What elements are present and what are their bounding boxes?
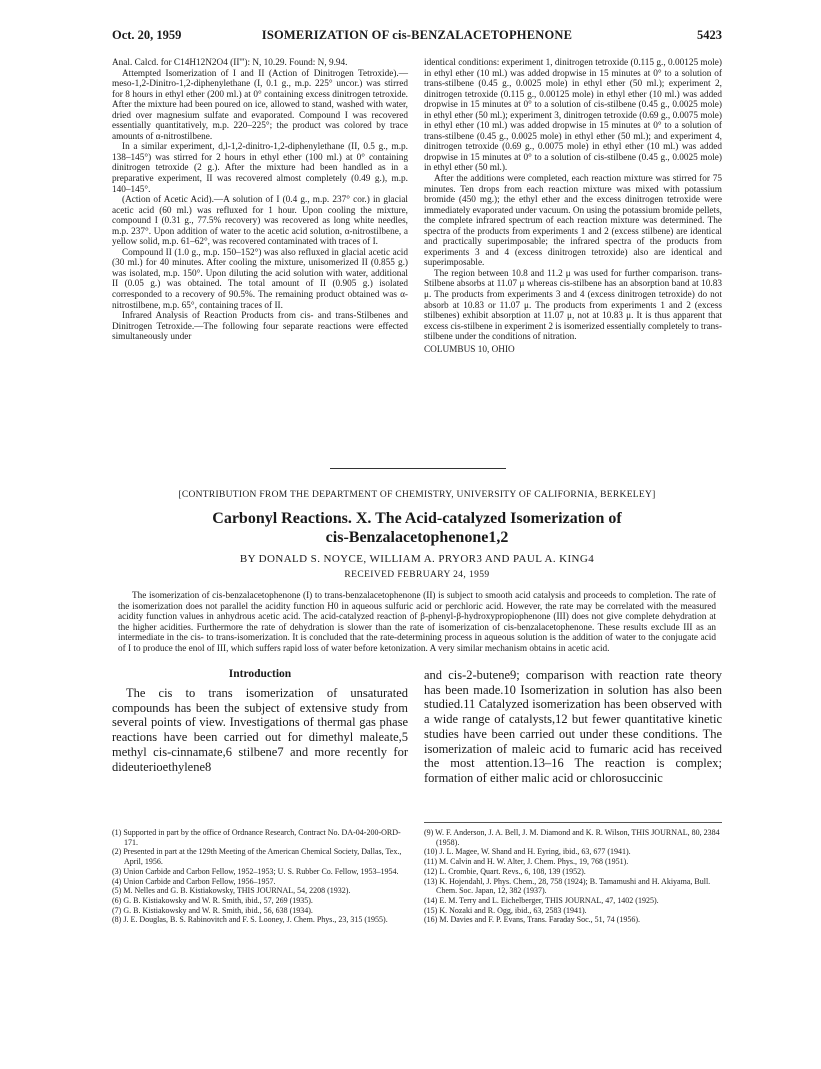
body-paragraph: In a similar experiment, d,l-1,2-dinitro-1,2-diphenylethane (II, 0.5 g., m.p. 138–145°) was stirred for 2 hours in ethyl ether (100 ml.) at 0° containing dinitrogen tetroxide (2 g.). After the mixture had been handled as in a preparative experiment, II was recovered almost completely (0.49 g.), m.p. 140–145°. (112, 142, 408, 195)
body-paragraph: After the additions were completed, each reaction mixture was stirred for 75 minutes. Ten drops from each reaction mixture was mixed with potassium bromide (450 mg.); the ethyl ether and the excess dinitrogen tetroxide were immediately evaporated under vacuum. On using the potassium bromide pellets, the complete infrared spectrum of each reaction mixture was determined. The spectra of the products from experiments 1 and 2 (excess stilbene) are identical and practically superimposable; the infrared spectra of the products from experiments 3 and 4 (excess dinitrogen tetroxide) also are identical and superimposable. (424, 174, 722, 269)
footnote: (1) Supported in part by the office of Ordnance Research, Contract No. DA-04-200-ORD-171. (112, 828, 401, 847)
header-running-title: ISOMERIZATION OF cis-BENZALACETOPHENONE (261, 28, 573, 42)
article-abstract: The isomerization of cis-benzalacetophenone (I) to trans-benzalacetophenone (II) is subject to smooth acid catalysis and proceeds to completion. The rate of the isomerization does not parallel the acidity function H0 in aqueous sulfuric acid or perchloric acid. However, the rate may be correlated with the measured acidity function values in anhydrous acetic acid. The acid-catalyzed reaction of β-phenyl-β-hydroxypropiophenone (III) does not give complete dehydration at the higher acidities. Furthermore the rate of dehydration is slower than the rate of isomerization of cis-benzalacetophenone. These results exclude III as an intermediate in the cis- to trans-isomerization. It is concluded that the rate-determining process in aqueous solution is the addition of water to the conjugate acid of I to produce the enol of III, which suffers rapid loss of water before ketonization. A very similar mechanism obtains in acetic acid. (118, 591, 716, 654)
article-title (112, 509, 722, 547)
footnote: (6) G. B. Kistiakowsky and W. R. Smith, ibid., 57, 269 (1935). (112, 895, 313, 905)
footnote: (10) J. L. Magee, W. Shand and H. Eyring, ibid., 63, 677 (1941). (424, 847, 631, 857)
introduction-left-text: The cis to trans isomerization of unsaturated compounds has been the subject of extensive study from several points of view. Investigations of thermal gas phase reactions have been carried out for dimethyl maleate,5 methyl cis-cinnamate,6 stilbene7 and more recently for dideuterioethylene8 (112, 686, 408, 774)
footnote: (2) Presented in part at the 129th Meeting of the American Chemical Society, Dallas, Tex., April, 1956. (112, 847, 402, 867)
analysis-paragraph: Anal. Calcd. for C14H12N2O4 (II'''): N, 10.29. Found: N, 9.94. (112, 58, 348, 68)
header-page-number: 5423 (697, 28, 722, 42)
body-paragraph: Compound II (1.0 g., m.p. 150–152°) was also refluxed in glacial acetic acid (30 ml.) for 40 minutes. After cooling the mixture, unisomerized II (0.855 g.) was isolated, m.p. 150°. Upon diluting the acid solution with water, additional II (0.05 g.) was obtained. The total amount of II (0.905 g.) isolated corresponded to a recovery of 90.5%. The remaining product obtained was α-nitrostilbene, m.p. 65°, containing traces of II. (112, 247, 408, 311)
footnote: (8) J. E. Douglas, B. S. Rabinovitch and F. S. Looney, J. Chem. Phys., 23, 315 (1955). (112, 915, 388, 925)
footnote: (12) L. Crombie, Quart. Revs., 6, 108, 139 (1952). (424, 866, 586, 876)
previous-article-left-column (112, 58, 408, 343)
footnote: (13) K. Hojendahl, J. Phys. Chem., 28, 758 (1924); B. Tamamushi and H. Akiyama, Bull. Chem. Soc. Japan, 12, 382 (1937). (424, 876, 711, 896)
signoff-location: COLUMBUS 10, OHIO (424, 344, 515, 355)
article-authors: BY DONALD S. NOYCE, WILLIAM A. PRYOR3 AND PAUL A. KING4 (239, 553, 595, 565)
article-separator-rule (330, 468, 506, 469)
footnote-rule (424, 822, 722, 823)
footnote: (9) W. F. Anderson, J. A. Bell, J. M. Diamond and K. R. Wilson, THIS JOURNAL, 80, 2384 (1958). (424, 828, 720, 847)
body-paragraph: Attempted Isomerization of I and II (Action of Dinitrogen Tetroxide).—meso-1,2-Dinitro-1,2-diphenylethane (I, 0.1 g., m.p. 225° uncor.) was stirred for 8 hours in ethyl ether (200 ml.) at 0° containing excess dinitrogen tetroxide. After the mixture had been poured on ice, allowed to stand, washed with water, dried over magnesium sulfate and evaporated. Compound I was recovered essentially quantitatively, m.p. 220–225°; the product was colored by trace amounts of α-nitrostilbene. (112, 68, 408, 142)
footnotes-left (112, 828, 408, 925)
introduction-right-text: and cis-2-butene9; comparison with reaction rate theory has been made.10 Isomerization in solution has also been studied.11 Catalyzed isomerization has been observed with a wide range of catalysts,12 but fewer quantitative kinetic studies have been carried out under these conditions. The isomerization of maleic acid to fumaric acid has received the most attention.13–16 The reaction is complex; formation of either malic acid or chlorosuccinic (424, 668, 722, 785)
running-header (112, 28, 722, 44)
footnote: (14) E. M. Terry and L. Eichelberger, THIS JOURNAL, 47, 1402 (1925). (424, 895, 659, 905)
received-date: RECEIVED FEBRUARY 24, 1959 (344, 570, 490, 580)
footnote: (5) M. Nelles and G. B. Kistiakowsky, THIS JOURNAL, 54, 2208 (1932). (112, 886, 351, 896)
header-date: Oct. 20, 1959 (112, 28, 182, 42)
footnote: (16) M. Davies and F. P. Evans, Trans. Faraday Soc., 51, 74 (1956). (424, 915, 641, 925)
body-paragraph: (Action of Acetic Acid).—A solution of I (0.4 g., m.p. 237° cor.) in glacial acetic acid (60 ml.) was refluxed for 1 hour. Upon cooling the mixture, compound I (0.31 g., 77.5% recovery) was recovered as long white needles, m.p. 237°. Upon addition of water to the acetic acid solution, α-nitrostilbene, a yellow solid, m.p. 61–62°, was recovered contaminated with traces of I. (112, 195, 408, 248)
footnote: (4) Union Carbide and Carbon Fellow, 1956–1957. (112, 876, 276, 886)
previous-article-right-column (424, 58, 722, 355)
footnote: (11) M. Calvin and H. W. Alter, J. Chem. Phys., 19, 768 (1951). (424, 857, 629, 867)
article-title-line: cis-Benzalacetophenone1,2 (325, 529, 509, 546)
article-title-line: Carbonyl Reactions. X. The Acid-catalyzed Isomerization of (212, 510, 622, 527)
body-paragraph: The region between 10.8 and 11.2 μ was used for further comparison. trans-Stilbene absorbs at 11.07 μ whereas cis-stilbene has an absorption band at 10.83 μ. The products from experiments 3 and 4 (excess dinitrogen tetroxide) do not absorb at 10.83 or 11.07 μ. The products from experiments 1 and 2 (excess stilbenes) exhibit absorption at 11.07 μ, not at 10.83 μ. It is thus apparent that excess cis-stilbene in experiment 2 is isomerized essentially completely to trans-stilbene under the conditions of nitration. (424, 268, 722, 343)
body-paragraph: Infrared Analysis of Reaction Products from cis- and trans-Stilbenes and Dinitrogen Tetroxide.—The following four separate reactions were effected simultaneously under (112, 311, 408, 343)
contribution-line: [CONTRIBUTION FROM THE DEPARTMENT OF CHEMISTRY, UNIVERSITY OF CALIFORNIA, BERKELEY] (178, 490, 656, 500)
introduction-heading: Introduction (228, 668, 292, 680)
footnote: (15) K. Nozaki and R. Ogg, ibid., 63, 2583 (1941). (424, 905, 587, 915)
footnotes-right (424, 828, 722, 925)
footnote: (3) Union Carbide and Carbon Fellow, 1952–1953; U. S. Rubber Co. Fellow, 1953–1954. (112, 866, 399, 876)
body-paragraph: identical conditions: experiment 1, dinitrogen tetroxide (0.115 g., 0.00125 mole) in ethyl ether (10 ml.) was added dropwise in 15 minutes at 0° to a solution of trans-stilbene (0.45 g., 0.0025 mole) in ethyl ether (50 ml.); experiment 2, dinitrogen tetroxide (0.115 g., 0.00125 mole) in ethyl ether (10 ml.) was added dropwise in 15 minutes at 0° to a solution of cis-stilbene (0.45 g., 0.0025 mole) in ethyl ether (50 ml.); experiment 3, dinitrogen tetroxide (0.69 g., 0.0075 mole) in ethyl ether (10 ml.) was added dropwise in 15 minutes at 0° to a solution of trans-stilbene (0.45 g., 0.0025 mole) in ethyl ether (50 ml.); and experiment 4, dinitrogen tetroxide (0.69 g., 0.0075 mole) in ethyl ether (10 ml.) was added dropwise in 15 minutes at 0° to a solution of cis-stilbene (0.45 g., 0.0025 mole) in ethyl ether (50 ml.). (424, 58, 722, 174)
footnote: (7) G. B. Kistiakowsky and W. R. Smith, ibid., 56, 638 (1934). (112, 905, 313, 915)
